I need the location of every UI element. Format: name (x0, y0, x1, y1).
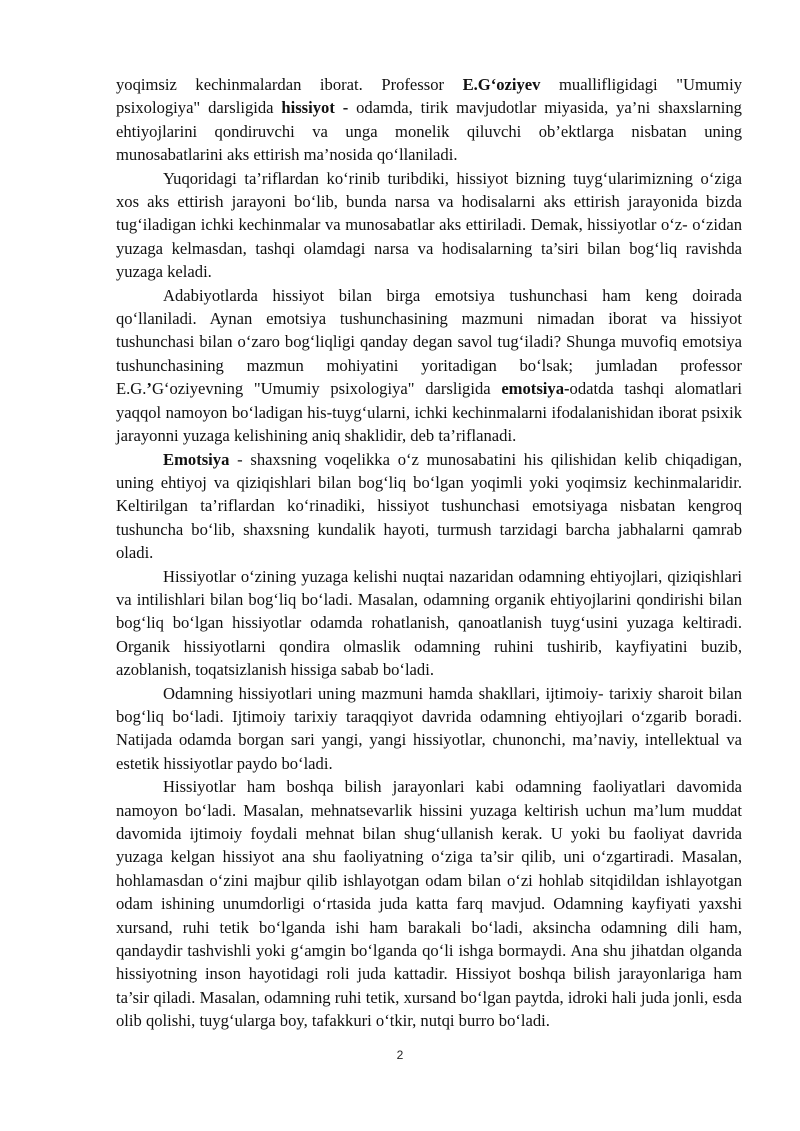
paragraph (116, 73, 742, 167)
text-run: Odamning hissiyotlari uning mazmuni hamda shakllari, ijtimoiy- tarixiy sharoit bilan bog‘liq bo‘ladi. Ijtimoiy tarixiy taraqqiyot davrida odamning ehtiyojlari o‘zgarib boradi. Natijada odamda borgan sari yangi, yangi hissiyotlar, chunonchi, ma’naviy, intellektual va estetik hissiyotlar paydo bo‘ladi. (116, 683, 742, 773)
paragraph (116, 448, 742, 565)
text-run: Adabiyotlarda hissiyot bilan birga emotsiya tushunchasi ham keng doirada qo‘llaniladi. Aynan emotsiya tushunchasining mazmuni nimadan iborat va hissiyot tushunchasi bilan o‘zaro bog‘liqligi qanday degan savol tug‘iladi? Shunga muvofiq emotsiya tushunchasining mazmun mohiyatini yoritadigan bo‘lsak; jumladan professor E.G. (116, 285, 742, 399)
text-run: odamda, tirik mavjudotlar miyasida, ya’ni shaxslarning ehtiyojlarini qondiruvchi va unga monelik qiluvchi ob’ektlarga nisbatan uning munosabatlarini aks ettirish ma’nosida qo‘llaniladi. (116, 98, 742, 165)
body-text (116, 73, 742, 1033)
paragraph (116, 565, 742, 682)
paragraph (116, 682, 742, 776)
bold-term: emotsiya- (501, 379, 570, 399)
text-run: odatda tashqi alomatlari yaqqol namoyon bo‘ladigan his-tuyg‘ularni, ichki kechinmalarni ifodalanishidan iborat psixik jarayonni yuzaga kelishining aniq shaklidir, deb ta’riflanadi. (116, 379, 742, 446)
text-run: G‘oziyevning "Umumiy psixologiya" darsligida (151, 379, 502, 399)
bold-term: hissiyot - (281, 98, 349, 118)
paragraph (116, 167, 742, 284)
paragraph (116, 284, 742, 448)
text-run: - shaxsning voqelikka o‘z munosabatini his qilishidan kelib chiqadigan, uning ehtiyoj va qiziqishlari bilan bog‘liq bo‘lgan yoqimli yoki yoqimsiz kechinmalaridir. Keltirilgan ta’riflardan ko‘rinadiki, hissiyot tushunchasi emotsiyaga nisbatan kengroq tushuncha bo‘lib, shaxsning kundalik hayoti, turmush tarzidagi barcha jabhalarni qamrab oladi. (116, 449, 742, 563)
text-run: Hissiyotlar o‘zining yuzaga kelishi nuqtai nazaridan odamning ehtiyojlari, qiziqishlari va intilishlari bilan bog‘liq bo‘ladi. Masalan, odamning organik ehtiyojlarini qondirishi bilan bog‘liq bo‘lgan hissiyotlar odamda rohatlanish, qanoatlanish tuyg‘usini yuzaga keltiradi. Organik hissiyotlarni qondira olmaslik odamning ruhini tushirib, kayfiyatini buzib, azoblanish, toqatsizlanish hissiga sabab bo‘ladi. (116, 566, 742, 680)
paragraph (116, 775, 742, 1032)
bold-term: ’ (146, 379, 152, 399)
bold-term: E.G‘oziyev (462, 75, 541, 94)
bold-term: Emotsiya (163, 449, 230, 469)
text-run: muallifligidagi "Umumiy psixologiya" darsligida (116, 75, 742, 118)
text-run: Yuqoridagi ta’riflardan ko‘rinib turibdiki, hissiyot bizning tuyg‘ularimizning o‘ziga xos aks ettirish jarayoni bo‘lib, bunda narsa va hodisalarni aks ettirish jarayonida bizda tug‘iladigan ichki kechinmalar va munosabatlar aks ettiriladi. Demak, hissiyotlar o‘z- o‘zidan yuzaga kelmasdan, tashqi olamdagi narsa va hodisalarning ta’siri bilan bog‘liq ravishda yuzaga keladi. (116, 168, 742, 282)
text-run: yoqimsiz kechinmalardan iborat. Professor (116, 75, 463, 94)
page-number: 2 (396, 1048, 404, 1062)
text-run: Hissiyotlar ham boshqa bilish jarayonlari kabi odamning faoliyatlari davomida namoyon bo‘ladi. Masalan, mehnatsevarlik hissini yuzaga keltirish uchun ma’lum muddat davomida ijtimoiy foydali mehnat bilan shug‘ullanish kerak. U yoki bu faoliyat davrida yuzaga kelgan hissiyot ana shu faoliyatning o‘ziga ta’sir qilib, uni o‘zgartiradi. Masalan, hohlamasdan o‘zini majbur qilib ishlayotgan odam bilan o‘zi hohlab sitqidildan ishlayotgan odam ishining unumdorligi o‘rtasida juda katta farq mavjud. Odamning kayfiyati yaxshi xursand, ruhi tetik bo‘lganda ishi ham barakali bo‘ladi, aksincha odamning dili ham, qandaydir tashvishli yoki g‘amgin bo‘lganda qo‘li ishga bormaydi. Ana shu jihatdan olganda hissiyotning inson hayotidagi roli juda kattadir. Hissiyot boshqa bilish jarayonlariga ham ta’sir qiladi. Masalan, odamning ruhi tetik, xursand bo‘lgan paytda, idroki hali juda jonli, esda olib qolishi, tuyg‘ularga boy, tafakkuri o‘tkir, nutqi burro bo‘ladi. (116, 777, 742, 1031)
